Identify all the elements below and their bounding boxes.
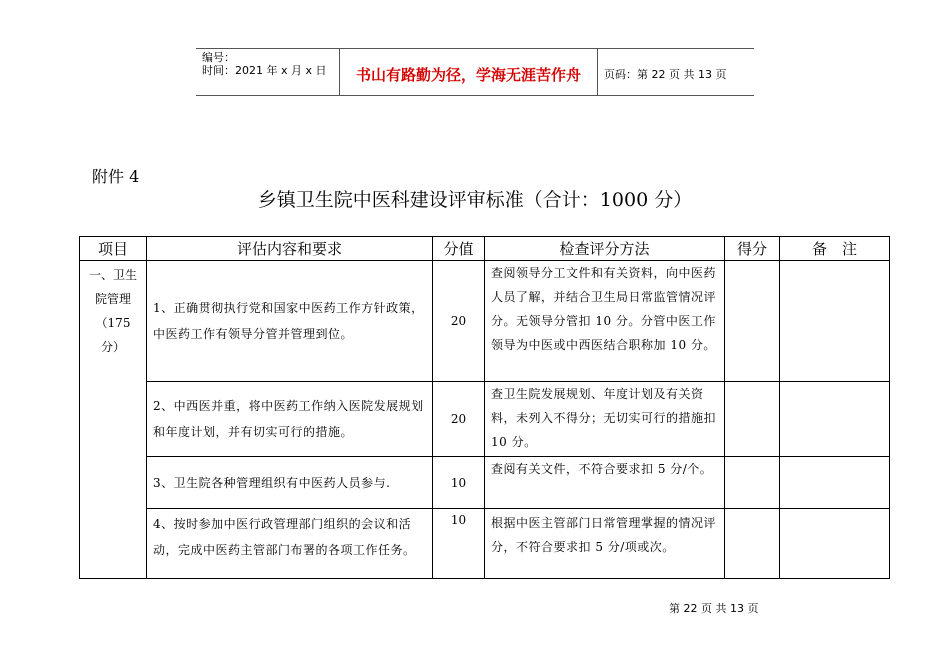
table-row — [80, 382, 890, 457]
table-header-row — [80, 237, 890, 261]
document-header — [196, 48, 754, 96]
header-item: 项目 — [80, 237, 147, 261]
method-cell: 查阅有关文件，不符合要求扣 5 分/个。 — [485, 457, 725, 509]
remark-cell — [780, 509, 890, 579]
content-cell: 1、正确贯彻执行党和国家中医药工作方针政策，中医药工作有领导分管并管理到位。 — [147, 261, 433, 382]
page-title: 乡镇卫生院中医科建设评审标准（合计：1000 分） — [257, 189, 693, 211]
code-label: 编号： — [202, 51, 235, 64]
header-score: 分值 — [433, 237, 485, 261]
score-cell: 10 — [433, 509, 485, 579]
remark-cell — [780, 261, 890, 382]
category-line: 院管理 — [94, 292, 131, 306]
category-line: （175 — [95, 316, 131, 330]
content-cell: 3、卫生院各种管理组织有中医药人员参与. — [147, 457, 433, 509]
table-row — [80, 509, 890, 579]
remark-cell — [780, 382, 890, 457]
result-cell — [725, 457, 780, 509]
category-line: 一、卫生 — [88, 268, 137, 282]
header-remark: 备 注 — [780, 237, 890, 261]
page-footer: 第 22 页 共 13 页 — [669, 602, 759, 615]
header-method: 检查评分方法 — [485, 237, 725, 261]
method-cell: 根据中医主管部门日常管理掌握的情况评分，不符合要求扣 5 分/项或次。 — [485, 509, 725, 579]
score-cell: 10 — [433, 457, 485, 509]
method-cell: 查卫生院发展规划、年度计划及有关资料，未列入不得分；无切实可行的措施扣 10 分。 — [485, 382, 725, 457]
time-label: 时间：2021 年 x 月 x 日 — [202, 64, 327, 77]
table-row — [80, 261, 890, 382]
score-cell: 20 — [433, 382, 485, 457]
annex-label: 附件 4 — [92, 167, 140, 186]
header-meta — [196, 49, 340, 95]
header-content: 评估内容和要求 — [147, 237, 433, 261]
result-cell — [725, 261, 780, 382]
result-cell — [725, 382, 780, 457]
header-result: 得分 — [725, 237, 780, 261]
method-cell: 查阅领导分工文件和有关资料，向中医药人员了解，并结合卫生局日常监管情况评分。无领导分管扣 10 分。分管中医工作领导为中医或中西医结合职称加 10 分。 — [485, 261, 725, 382]
result-cell — [725, 509, 780, 579]
content-cell: 2、中西医并重，将中医药工作纳入医院发展规划和年度计划，并有切实可行的措施。 — [147, 382, 433, 457]
header-page-label: 页码：第 22 页 共 13 页 — [604, 67, 727, 81]
table-row — [80, 457, 890, 509]
header-motto: 书山有路勤为径，学海无涯苦作舟 — [340, 49, 598, 95]
category-line: 分） — [100, 340, 125, 354]
remark-cell — [780, 457, 890, 509]
standards-table — [79, 236, 890, 579]
score-cell: 20 — [433, 261, 485, 382]
category-cell — [80, 261, 147, 579]
content-cell: 4、按时参加中医行政管理部门组织的会议和活动，完成中医药主管部门布署的各项工作任务。 — [147, 509, 433, 579]
